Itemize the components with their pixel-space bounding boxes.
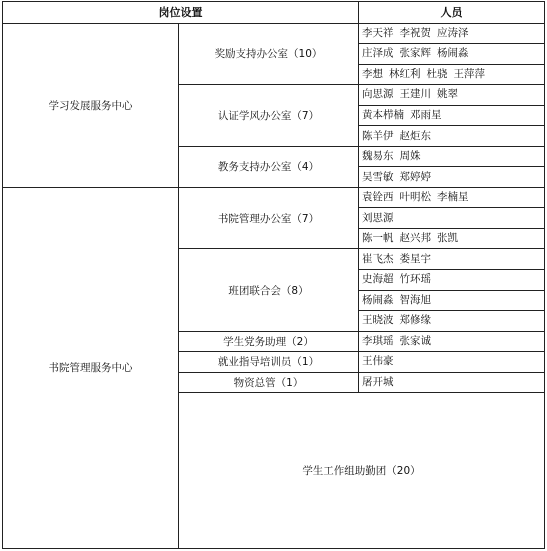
people-cell bbox=[359, 208, 545, 229]
person-name: 林红利 bbox=[389, 67, 421, 80]
person-name: 竹环瑶 bbox=[399, 273, 431, 286]
person-name: 王晓波 bbox=[362, 314, 394, 327]
people-cell bbox=[359, 126, 545, 147]
office-jiangzhu: 奖励支持办公室（10） bbox=[179, 23, 359, 85]
person-name: 李天祥 bbox=[362, 26, 394, 39]
center-learning: 学习发展服务中心 bbox=[3, 23, 179, 187]
person-name: 杨闹淼 bbox=[362, 293, 394, 306]
office-shuyuan: 书院管理办公室（7） bbox=[179, 187, 359, 249]
person-name: 姚翠 bbox=[437, 88, 458, 101]
person-name: 屠开城 bbox=[362, 375, 394, 388]
person-name: 向思源 bbox=[362, 88, 394, 101]
person-name: 陈一帆 bbox=[362, 232, 394, 245]
person-name: 杨闹淼 bbox=[437, 47, 469, 60]
people-cell bbox=[359, 85, 545, 106]
person-name: 赵兴邦 bbox=[399, 232, 431, 245]
people-cell bbox=[359, 331, 545, 352]
people-cell bbox=[359, 290, 545, 311]
person-name: 史海超 bbox=[362, 273, 394, 286]
person-name: 王萍萍 bbox=[453, 67, 485, 80]
people-cell bbox=[359, 146, 545, 167]
personnel-header: 人员 bbox=[359, 2, 545, 24]
person-name: 娄星宇 bbox=[399, 252, 431, 265]
people-cell bbox=[359, 105, 545, 126]
person-name: 刘思源 bbox=[362, 211, 394, 224]
person-name: 魏易东 bbox=[362, 150, 394, 163]
person-name: 李琪瑶 bbox=[362, 334, 394, 347]
office-renzheng: 认证学风办公室（7） bbox=[179, 85, 359, 147]
person-name: 王建川 bbox=[399, 88, 431, 101]
person-name: 张家辉 bbox=[399, 47, 431, 60]
staff-roster-table bbox=[2, 1, 545, 549]
person-name: 赵炬东 bbox=[399, 129, 431, 142]
person-name: 郑修缘 bbox=[399, 314, 431, 327]
person-name: 庄泽成 bbox=[362, 47, 394, 60]
header-row bbox=[3, 2, 545, 24]
people-cell bbox=[359, 372, 545, 393]
people-cell bbox=[359, 187, 545, 208]
person-name: 袁铨西 bbox=[362, 191, 394, 204]
person-name: 李想 bbox=[362, 67, 383, 80]
person-name: 李祝贺 bbox=[399, 26, 431, 39]
person-name: 李楠星 bbox=[437, 191, 469, 204]
people-cell bbox=[359, 167, 545, 188]
person-name: 邓雨星 bbox=[410, 109, 442, 121]
office-zhuqin: 学生工作组助勤团（20） bbox=[179, 393, 545, 549]
people-cell bbox=[359, 352, 545, 373]
table-row bbox=[3, 23, 545, 44]
person-name: 张家诚 bbox=[399, 334, 431, 347]
people-cell bbox=[359, 64, 545, 85]
office-bantuan: 班团联合会（8） bbox=[179, 249, 359, 331]
person-name: 应涛泽 bbox=[437, 26, 469, 39]
people-cell bbox=[359, 249, 545, 270]
office-wuzi: 物资总管（1） bbox=[179, 372, 359, 393]
person-name: 陈羊伊 bbox=[362, 129, 394, 142]
person-name: 智海旭 bbox=[399, 293, 431, 306]
people-cell bbox=[359, 228, 545, 249]
position-header: 岗位设置 bbox=[3, 2, 359, 24]
office-jiuye: 就业指导培训员（1） bbox=[179, 352, 359, 373]
person-name: 张凯 bbox=[437, 232, 458, 245]
office-jiaowu: 教务支持办公室（4） bbox=[179, 146, 359, 187]
people-cell bbox=[359, 23, 545, 44]
person-name: 吴雪敏 bbox=[362, 170, 394, 183]
person-name: 黄本栉楠 bbox=[362, 109, 404, 121]
person-name: 崔飞杰 bbox=[362, 252, 394, 265]
person-name: 王伟豪 bbox=[362, 355, 394, 368]
person-name: 周姝 bbox=[399, 150, 421, 163]
person-name: 杜骁 bbox=[426, 67, 448, 80]
people-cell bbox=[359, 269, 545, 290]
person-name: 郑婷婷 bbox=[399, 170, 431, 183]
people-cell bbox=[359, 311, 545, 332]
people-cell bbox=[359, 44, 545, 65]
office-dangwu: 学生党务助理（2） bbox=[179, 331, 359, 352]
table-row bbox=[3, 187, 545, 208]
person-name: 叶明松 bbox=[399, 191, 431, 204]
center-academy: 书院管理服务中心 bbox=[3, 187, 179, 548]
